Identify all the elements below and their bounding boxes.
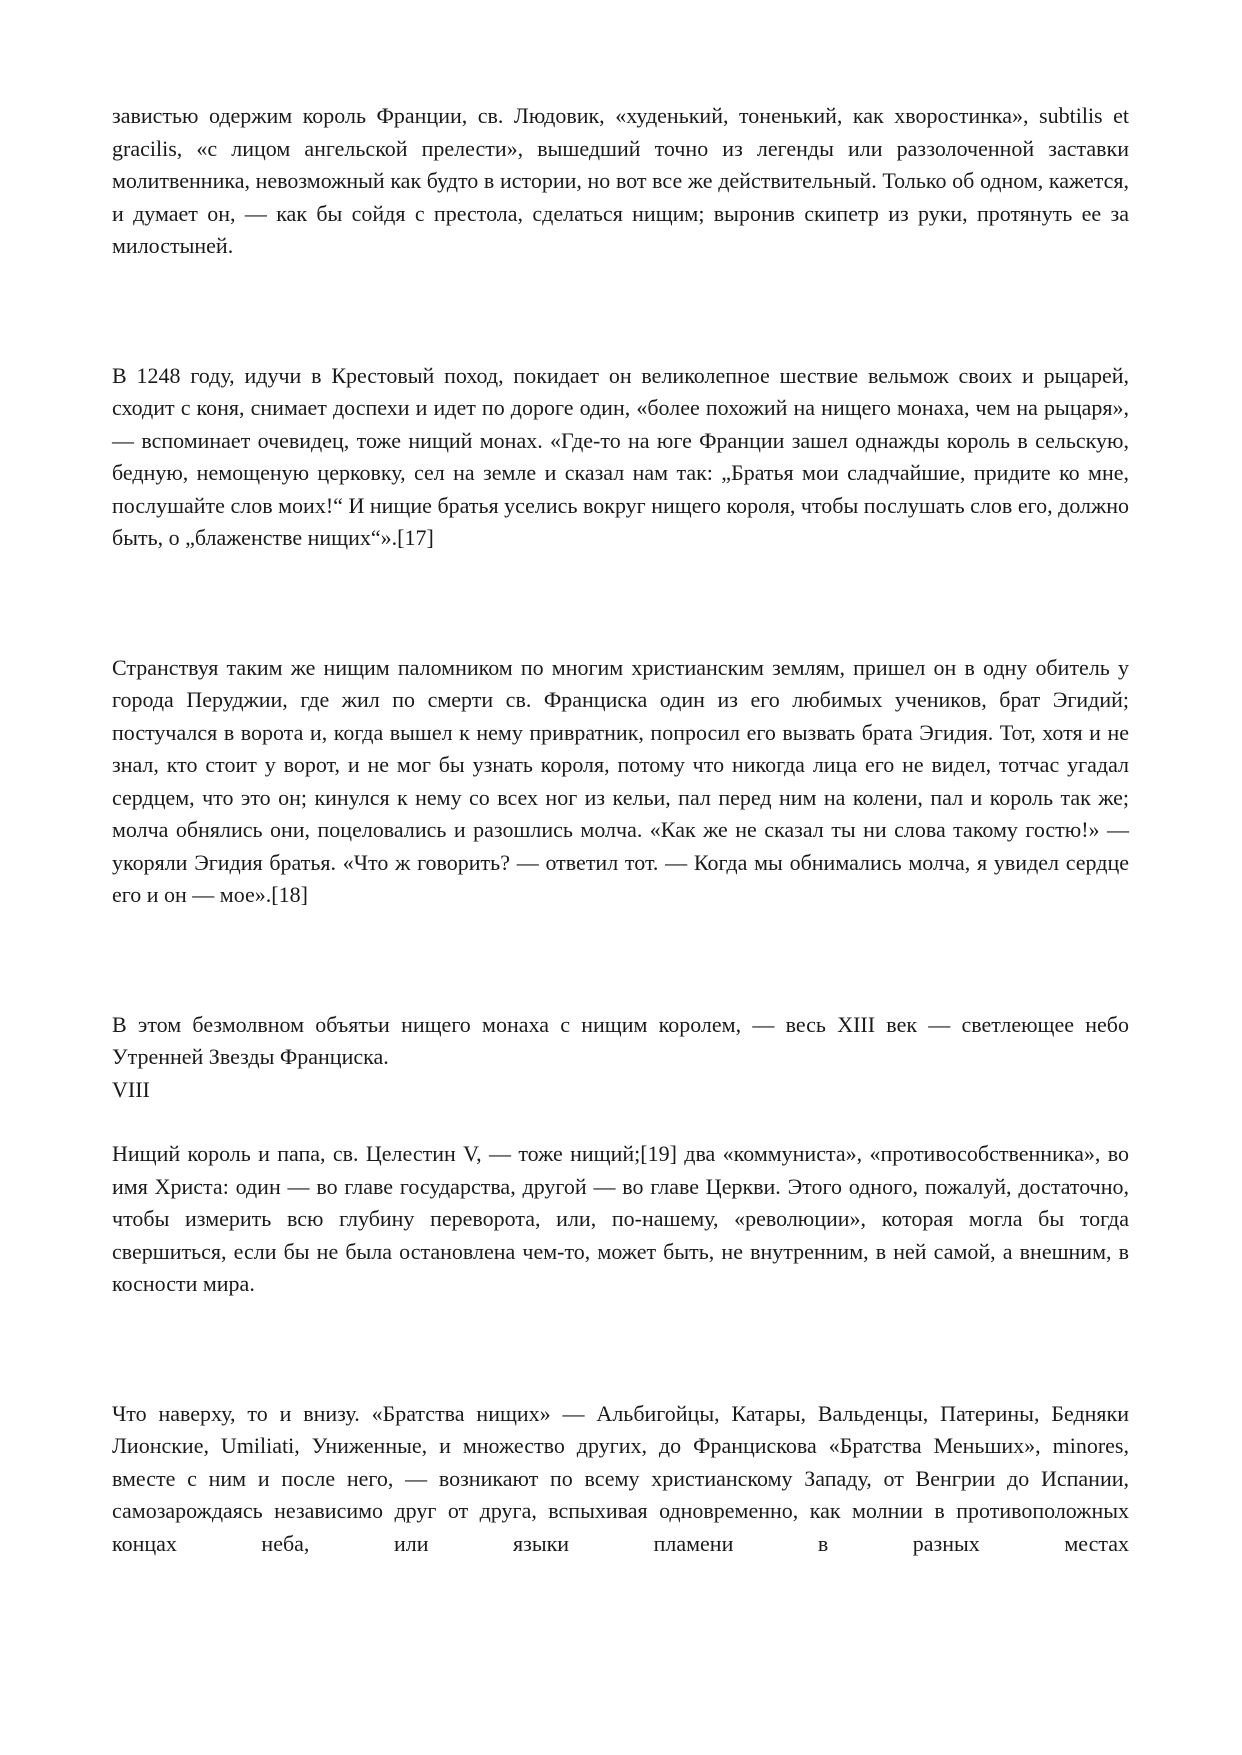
document-page	[112, 100, 1129, 1560]
paragraph-saint-louis: завистью одержим король Франции, св. Людовик, «худенький, тоненький, как хворостинка», subtilis et gracilis, «с лицом ангельской прелести», вышедший точно из легенды или раззолоченной заставки молитвенника, невозможный как будто в истории, но вот все же действительный. Только об одном, кажется, и думает он, — как бы сойдя с престола, сделаться нищим; выронив скипетр из руки, протянуть ее за милостыней.	[112, 103, 1129, 258]
paragraph-silent-embrace: В этом безмолвном объятьи нищего монаха с нищим королем, — весь XIII век — светлеющее небо Утренней Звезды Франциска.	[112, 1011, 1129, 1069]
section-heading: VIII	[112, 1076, 150, 1102]
paragraph-brotherhoods: Что наверху, то и внизу. «Братства нищих» — Альбигойцы, Катары, Вальденцы, Патерины, Бедняки Лионские, Umiliati, Униженные, и множество других, до Францискова «Братства Меньших», minores, вместе с ним и после него, — возникают по всему христианскому Западу, от Венгрии до Испании, самозарождаясь независимо друг от друга, вспыхивая одновременно, как молнии в противоположных концах неба, или языки пламени в разных местах	[112, 1400, 1129, 1556]
paragraph-crusade-1248: В 1248 году, идучи в Крестовый поход, покидает он великолепное шествие вельмож своих и рыцарей, сходит с коня, снимает доспехи и идет по дороге один, «более похожий на нищего монаха, чем на рыцаря», — вспоминает очевидец, тоже нищий монах. «Где-то на юге Франции зашел однажды король в сельскую, бедную, немощеную церковку, сел на земле и сказал нам так: „Братья мои сладчайшие, придите ко мне, послушайте слов моих!“ И нищие братья уселись вокруг нищего короля, чтобы послушать слов его, должно быть, о „блаженстве нищих“».[17]	[112, 362, 1129, 550]
paragraph-celestine: Нищий король и папа, св. Целестин V, — тоже нищий;[19] два «коммуниста», «противособственника», во имя Христа: один — во главе государства, другой — во главе Церкви. Этого одного, пожалуй, достаточно, чтобы измерить всю глубину переворота, или, по-нашему, «революции», которая могла бы тогда свершиться, если бы не была остановлена чем-то, может быть, не внутренним, в ней самой, а внешним, в косности мира.	[112, 1141, 1129, 1296]
paragraph-brother-egidius: Странствуя таким же нищим паломником по многим христианским землям, пришел он в одну обитель у города Перуджии, где жил по смерти св. Франциска один из его любимых учеников, брат Эгидий; постучался в ворота и, когда вышел к нему привратник, попросил его вызвать брата Эгидия. Тот, хотя и не знал, кто стоит у ворот, и не мог бы узнать короля, потому что никогда лица его не видел, тотчас угадал сердцем, что это он; кинулся к нему со всех ног из кельи, пал перед ним на колени, пал и король так же; молча обнялись они, поцеловались и разошлись молча. «Как же не сказал ты ни слова такому гостю!» — укоряли Эгидия братья. «Что ж говорить? — ответил тот. — Когда мы обнимались молча, я увидел сердце его и он — мое».[18]	[112, 654, 1129, 907]
